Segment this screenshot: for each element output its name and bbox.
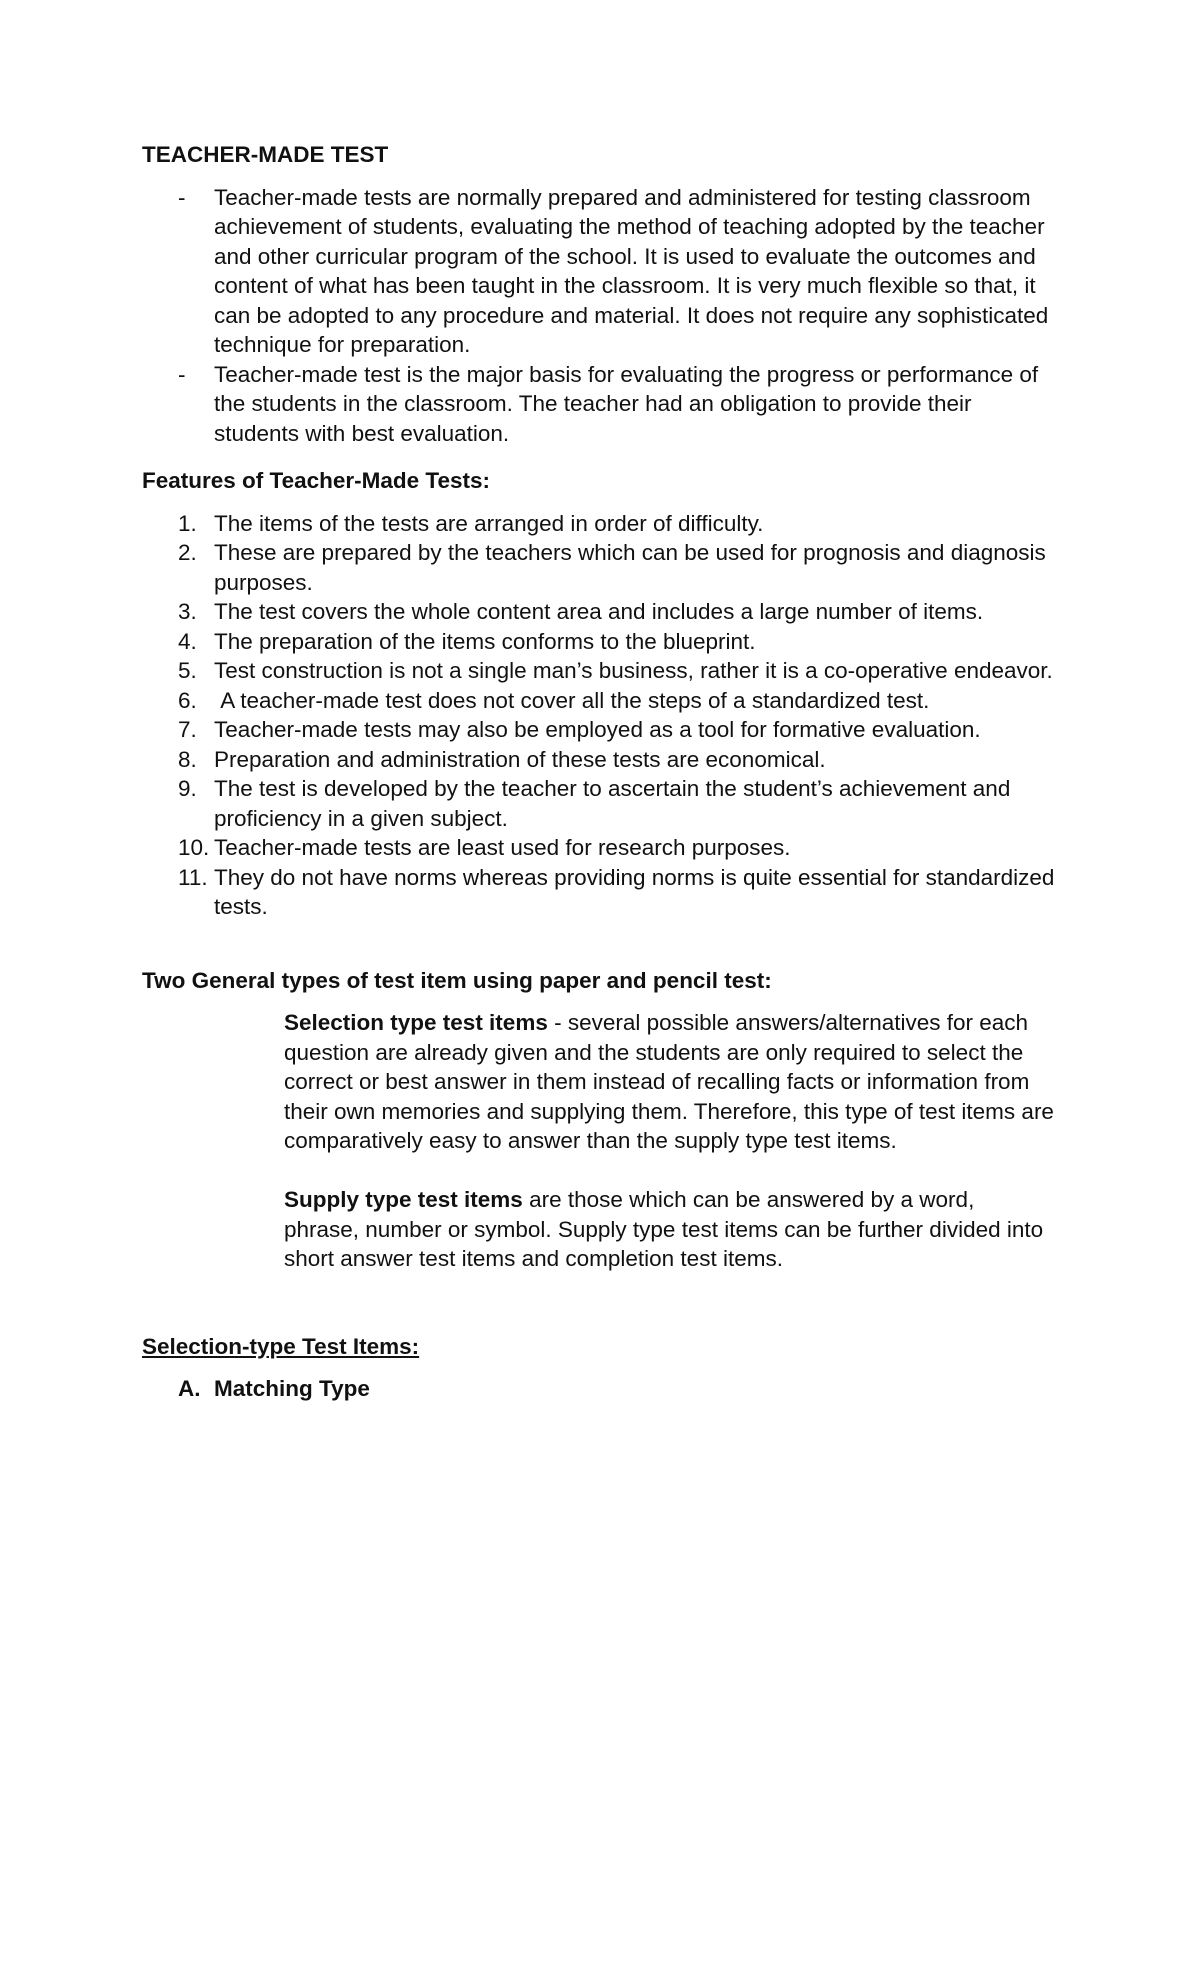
- feature-item: [142, 863, 1062, 922]
- item-number: 1.: [178, 510, 197, 536]
- item-text: They do not have norms whereas providing norms is quite essential for standardized tests.: [214, 864, 1055, 919]
- supply-type-definition: are those which can be answered by a word, phrase, number or symbol. Supply type test items can be further divided into short answer test items and completion test items.: [284, 1187, 1050, 1271]
- document-title: TEACHER-MADE TEST: [142, 142, 389, 167]
- item-text: The items of the tests are arranged in order of difficulty.: [214, 510, 764, 536]
- test-types-definitions: [284, 1008, 1067, 1274]
- feature-item: [142, 745, 1062, 775]
- item-text: A teacher-made test does not cover all the steps of a standardized test.: [214, 687, 930, 713]
- item-text: These are prepared by the teachers which can be used for prognosis and diagnosis purposes.: [214, 540, 1046, 595]
- item-text: Teacher-made tests are least used for research purposes.: [214, 835, 791, 860]
- feature-item: [142, 538, 1062, 597]
- feature-item: [142, 509, 1062, 539]
- item-number: 4.: [178, 628, 197, 654]
- sub-item: [142, 1374, 1062, 1404]
- feature-item: [142, 597, 1062, 627]
- bullet-dash: -: [178, 361, 186, 387]
- feature-item: [142, 833, 1062, 863]
- item-number: 6.: [178, 687, 197, 713]
- bullet-text: Teacher-made tests are normally prepared and administered for testing classroom achievement of students, evaluating the method of teaching adopted by the teacher and other curricular program of the school. It is used to evaluate the outcomes and content of what has been taught in the classroom. It is very much flexible so that, it can be adopted to any procedure and material. It does not require any sophisticated technique for preparation.: [214, 184, 1049, 357]
- feature-item: [142, 715, 1062, 745]
- feature-item: [142, 627, 1062, 657]
- intro-bullet: [142, 360, 1062, 449]
- types-heading: Two General types of test item using paper and pencil test:: [142, 967, 772, 993]
- item-number: 9.: [178, 776, 197, 801]
- feature-item: [142, 774, 1062, 833]
- item-number: 5.: [178, 658, 197, 683]
- selection-items-heading: Selection-type Test Items:: [142, 1333, 420, 1359]
- item-number: 10.: [178, 835, 210, 860]
- item-number: 8.: [178, 746, 197, 772]
- bullet-text: Teacher-made test is the major basis for evaluating the progress or performance of the students in the classroom. The teacher had an obligation to provide their students with best evaluation.: [214, 361, 1039, 446]
- selection-type-paragraph: [284, 1008, 1067, 1156]
- selection-type-definition: - several possible answers/alternatives for each question are already given and the students are only required to select the correct or best answer in them instead of recalling facts or information from their own memories and supplying them. Therefore, this type of test items are comparatively easy to answer than the supply type test items.: [284, 1010, 1067, 1153]
- item-text: The test covers the whole content area and includes a large number of items.: [214, 599, 984, 624]
- bullet-dash: -: [178, 184, 186, 210]
- item-text: Matching Type: [214, 1376, 370, 1401]
- intro-bullet-list: [142, 183, 1062, 449]
- item-number: 11.: [178, 864, 208, 890]
- feature-item: [142, 686, 1062, 716]
- features-heading: Features of Teacher-Made Tests:: [142, 468, 491, 493]
- item-number: 2.: [178, 540, 197, 565]
- supply-type-paragraph: [284, 1185, 1054, 1274]
- features-list: [142, 509, 1062, 922]
- item-number: 3.: [178, 599, 197, 624]
- item-text: The preparation of the items conforms to the blueprint.: [214, 628, 756, 654]
- item-text: Preparation and administration of these tests are economical.: [214, 746, 826, 772]
- supply-type-term: Supply type test items: [284, 1187, 523, 1212]
- intro-bullet: [142, 183, 1062, 360]
- selection-type-term: Selection type test items: [284, 1010, 548, 1035]
- item-text: Teacher-made tests may also be employed as a tool for formative evaluation.: [214, 717, 981, 742]
- item-number: 7.: [178, 717, 197, 742]
- feature-item: [142, 656, 1062, 686]
- item-letter: A.: [178, 1376, 201, 1401]
- item-text: The test is developed by the teacher to ascertain the student’s achievement and proficiency in a given subject.: [214, 776, 1011, 831]
- item-text: Test construction is not a single man’s business, rather it is a co-operative endeavor.: [214, 658, 1053, 683]
- document-content: [142, 140, 1067, 1404]
